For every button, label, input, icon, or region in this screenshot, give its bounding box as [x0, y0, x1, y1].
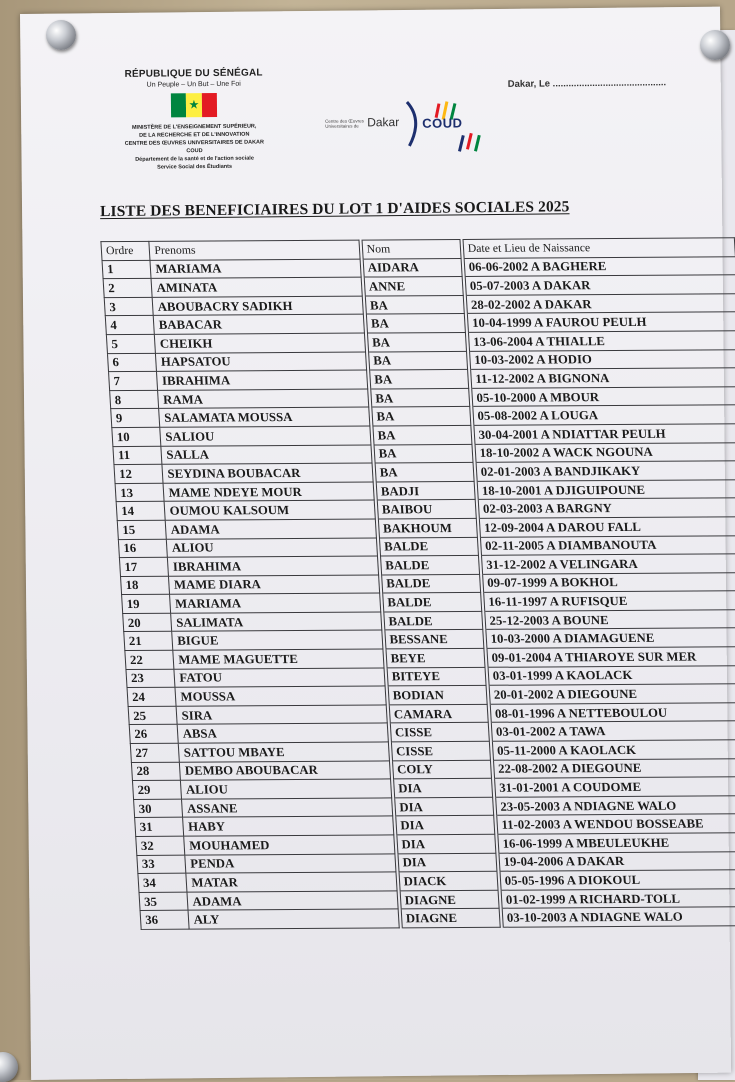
cell-date-lieu: 12-09-2004 A DAROU FALL	[479, 517, 735, 537]
cell-ordre: 20	[123, 613, 172, 632]
cell-date-lieu: 28-02-2002 A DAKAR	[466, 294, 735, 314]
cell-prenoms: SIRA	[177, 705, 388, 725]
thumbtack-icon	[46, 20, 76, 50]
document-title: LISTE DES BENEFICIAIRES DU LOT 1 D'AIDES SOCIALES 2025	[99, 198, 570, 221]
cell-date-lieu: 01-02-1999 A RICHARD-TOLL	[501, 888, 735, 908]
cell-date-lieu: 10-03-2000 A DIAMAGUENE	[485, 628, 735, 648]
cell-ordre: 17	[119, 557, 168, 576]
beneficiaries-table	[100, 237, 735, 930]
cell-date-lieu: 19-04-2006 A DAKAR	[499, 851, 735, 871]
cell-nom: BA	[372, 425, 471, 444]
cell-ordre: 32	[136, 836, 185, 855]
cell-nom: AIDARA	[363, 258, 462, 277]
cell-prenoms: ABSA	[178, 723, 389, 743]
cell-prenoms: HABY	[183, 816, 394, 836]
cell-ordre: 31	[135, 818, 184, 837]
cell-nom: BADJI	[376, 481, 475, 500]
cell-date-lieu: 23-05-2003 A NDIAGNE WALO	[495, 795, 735, 815]
logo-small-text: Centre des Œuvres Universitaires de	[325, 118, 364, 129]
cell-ordre: 22	[125, 650, 174, 669]
header-prenoms: Prenoms	[149, 240, 360, 260]
cell-nom: BAIBOU	[377, 500, 476, 519]
ministry-line-3: CENTRE DES ŒUVRES UNIVERSITAIRES DE DAKAR	[124, 139, 265, 147]
cell-ordre: 11	[113, 446, 162, 465]
cell-ordre: 3	[104, 297, 153, 316]
date-line: Dakar, Le ...........................................	[507, 77, 667, 90]
cell-date-lieu: 03-10-2003 A NDIAGNE WALO	[502, 907, 735, 927]
logo-stripes-icon	[321, 97, 492, 161]
cell-nom: BA	[370, 388, 469, 407]
cell-date-lieu: 31-12-2002 A VELINGARA	[481, 554, 735, 574]
cell-date-lieu: 30-04-2001 A NDIATTAR PEULH	[473, 424, 735, 444]
cell-ordre: 24	[127, 687, 176, 706]
cell-prenoms: OUMOU KALSOUM	[165, 500, 376, 520]
cell-nom: BA	[366, 314, 465, 333]
cell-prenoms: SALIOU	[160, 426, 371, 446]
cell-date-lieu: 05-10-2000 A MBOUR	[471, 386, 735, 406]
cell-ordre: 19	[122, 595, 171, 614]
cell-ordre: 14	[116, 502, 165, 521]
cell-prenoms: MARIAMA	[150, 259, 361, 279]
department-line-1: Département de la santé et de l'action sociale	[135, 155, 254, 163]
cell-prenoms: IBRAHIMA	[157, 370, 368, 390]
cell-ordre: 25	[128, 706, 177, 725]
cell-date-lieu: 18-10-2001 A DJIGUIPOUNE	[477, 479, 735, 499]
cell-date-lieu: 13-06-2004 A THIALLE	[468, 331, 735, 351]
cell-prenoms: ABOUBACRY SADIKH	[153, 296, 364, 316]
cell-date-lieu: 02-03-2003 A BARGNY	[478, 498, 735, 518]
paper-sheet	[20, 7, 731, 1080]
cell-prenoms: MOUHAMED	[184, 835, 395, 855]
cell-prenoms: HAPSATOU	[156, 352, 367, 372]
cell-nom: BODIAN	[388, 686, 487, 705]
cell-ordre: 18	[121, 576, 170, 595]
cell-prenoms: MOUSSA	[175, 686, 386, 706]
cell-ordre: 28	[131, 762, 180, 781]
cell-prenoms: MATAR	[186, 872, 397, 892]
thumbtack-icon	[700, 30, 730, 60]
cell-date-lieu: 18-10-2002 A WACK NGOUNA	[475, 442, 735, 462]
cell-date-lieu: 05-11-2000 A KAOLACK	[492, 740, 735, 760]
cell-prenoms: CHEIKH	[155, 333, 366, 353]
header-nom: Nom	[362, 239, 461, 258]
cell-nom: BEYE	[386, 648, 485, 667]
cell-ordre: 21	[124, 632, 173, 651]
cell-nom: BA	[365, 295, 464, 314]
cell-ordre: 26	[129, 725, 178, 744]
cell-ordre: 5	[106, 334, 155, 353]
cell-nom: BALDE	[383, 611, 482, 630]
cell-nom: CISSE	[391, 741, 490, 760]
cell-ordre: 29	[132, 780, 181, 799]
beneficiaries-table-wrap	[100, 237, 735, 930]
cell-nom: BALDE	[382, 593, 481, 612]
cell-date-lieu: 05-07-2003 A DAKAR	[465, 275, 735, 295]
cell-nom: DIA	[396, 834, 495, 853]
institution-header	[89, 67, 300, 172]
cell-date-lieu: 25-12-2003 A BOUNE	[484, 610, 735, 630]
cell-ordre: 16	[118, 539, 167, 558]
cell-ordre: 35	[139, 892, 188, 911]
cell-prenoms: SALAMATA MOUSSA	[159, 407, 370, 427]
cell-nom: BESSANE	[384, 630, 483, 649]
cell-date-lieu: 16-06-1999 A MBEULEUKHE	[497, 833, 735, 853]
cell-nom: BALDE	[380, 555, 479, 574]
cell-date-lieu: 11-02-2003 A WENDOU BOSSEABE	[496, 814, 735, 834]
cell-prenoms: FATOU	[174, 668, 385, 688]
cell-prenoms: SALLA	[161, 445, 372, 465]
cell-prenoms: RAMA	[158, 389, 369, 409]
ministry-line-2: DE LA RECHERCHE ET DE L'INNOVATION	[139, 131, 250, 139]
logo-city: Dakar	[367, 115, 400, 130]
cell-nom: DIAGNE	[401, 909, 500, 928]
cell-nom: DIA	[395, 816, 494, 835]
cell-nom: DIA	[393, 779, 492, 798]
cell-prenoms: ASSANE	[182, 798, 393, 818]
logo-name: COUD	[422, 115, 463, 131]
cell-nom: BA	[367, 332, 466, 351]
cell-prenoms: MAME DIARA	[169, 575, 380, 595]
cell-date-lieu: 05-08-2002 A LOUGA	[472, 405, 735, 425]
cell-date-lieu: 11-12-2002 A BIGNONA	[470, 368, 735, 388]
cell-ordre: 33	[137, 855, 186, 874]
header-date-lieu: Date et Lieu de Naissance	[463, 238, 735, 258]
cell-ordre: 6	[107, 353, 156, 372]
cell-date-lieu: 22-08-2002 A DIEGOUNE	[493, 758, 735, 778]
cell-ordre: 10	[112, 427, 161, 446]
cell-nom: BA	[369, 370, 468, 389]
coud-logo	[321, 97, 492, 161]
cell-nom: BALDE	[379, 537, 478, 556]
cell-ordre: 36	[140, 911, 189, 930]
cell-ordre: 13	[115, 483, 164, 502]
cell-prenoms: SALIMATA	[171, 612, 382, 632]
department-line-2: Service Social des Étudiants	[157, 163, 233, 171]
cell-date-lieu: 03-01-1999 A KAOLACK	[488, 665, 735, 685]
table-row	[140, 907, 735, 929]
cell-nom: BA	[368, 351, 467, 370]
national-motto: Un Peuple – Un But – Une Foi	[146, 80, 241, 89]
cell-date-lieu: 02-11-2005 A DIAMBANOUTA	[480, 535, 735, 555]
cell-ordre: 12	[114, 464, 163, 483]
senegal-flag-icon: ★	[171, 93, 217, 117]
cell-nom: DIAGNE	[400, 890, 499, 909]
cell-nom: ANNE	[364, 277, 463, 296]
cell-ordre: 30	[134, 799, 183, 818]
cell-prenoms: IBRAHIMA	[168, 556, 379, 576]
cell-ordre: 1	[102, 260, 151, 279]
cell-ordre: 15	[117, 520, 166, 539]
country-name: RÉPUBLIQUE DU SÉNÉGAL	[124, 67, 263, 80]
cell-prenoms: ALY	[188, 909, 399, 929]
cell-nom: DIA	[397, 853, 496, 872]
cell-ordre: 8	[110, 390, 159, 409]
cell-prenoms: ADAMA	[166, 519, 377, 539]
cell-nom: BITEYE	[387, 667, 486, 686]
cell-ordre: 23	[126, 669, 175, 688]
cell-date-lieu: 31-01-2001 A COUDOME	[494, 777, 735, 797]
cell-prenoms: MAME MAGUETTE	[173, 649, 384, 669]
cell-prenoms: ADAMA	[187, 891, 398, 911]
cell-nom: DIA	[394, 797, 493, 816]
cell-ordre: 7	[109, 371, 158, 390]
cell-date-lieu: 10-03-2002 A HODIO	[469, 349, 735, 369]
cell-nom: BAKHOUM	[378, 518, 477, 537]
cell-nom: BA	[371, 407, 470, 426]
cell-prenoms: SATTOU MBAYE	[179, 742, 390, 762]
cell-date-lieu: 09-07-1999 A BOKHOL	[482, 572, 735, 592]
cell-nom: BA	[374, 444, 473, 463]
cell-date-lieu: 06-06-2002 A BAGHERE	[464, 256, 735, 276]
ministry-line-4: COUD	[186, 148, 203, 155]
cell-ordre: 4	[105, 316, 154, 335]
cell-prenoms: DEMBO ABOUBACAR	[180, 761, 391, 781]
cell-nom: CISSE	[390, 723, 489, 742]
cell-date-lieu: 02-01-2003 A BANDJIKAKY	[476, 461, 735, 481]
cell-prenoms: SEYDINA BOUBACAR	[162, 463, 373, 483]
cell-ordre: 34	[138, 873, 187, 892]
cell-date-lieu: 09-01-2004 A THIAROYE SUR MER	[487, 647, 735, 667]
header-ordre: Ordre	[101, 241, 150, 260]
cell-nom: CAMARA	[389, 704, 488, 723]
cell-date-lieu: 05-05-1996 A DIOKOUL	[500, 870, 735, 890]
cell-prenoms: ALIOU	[181, 779, 392, 799]
cell-date-lieu: 10-04-1999 A FAUROU PEULH	[467, 312, 735, 332]
cell-nom: COLY	[392, 760, 491, 779]
cell-prenoms: ALIOU	[167, 537, 378, 557]
cell-ordre: 27	[130, 743, 179, 762]
cell-ordre: 9	[111, 409, 160, 428]
cell-prenoms: MAME NDEYE MOUR	[163, 482, 374, 502]
ministry-line-1: MINISTÈRE DE L'ENSEIGNEMENT SUPÉRIEUR,	[131, 123, 257, 131]
table-body	[102, 256, 735, 929]
cell-date-lieu: 16-11-1997 A RUFISQUE	[483, 591, 735, 611]
cell-ordre: 2	[103, 279, 152, 298]
cell-prenoms: BIGUE	[172, 630, 383, 650]
cell-date-lieu: 20-01-2002 A DIEGOUNE	[489, 684, 735, 704]
cell-nom: DIACK	[399, 871, 498, 890]
cell-date-lieu: 03-01-2002 A TAWA	[491, 721, 735, 741]
cell-prenoms: AMINATA	[151, 277, 362, 297]
cell-prenoms: PENDA	[185, 853, 396, 873]
cell-prenoms: BABACAR	[154, 314, 365, 334]
cell-date-lieu: 08-01-1996 A NETTEBOULOU	[490, 702, 735, 722]
cell-nom: BA	[375, 463, 474, 482]
cell-prenoms: MARIAMA	[170, 593, 381, 613]
cell-nom: BALDE	[381, 574, 480, 593]
